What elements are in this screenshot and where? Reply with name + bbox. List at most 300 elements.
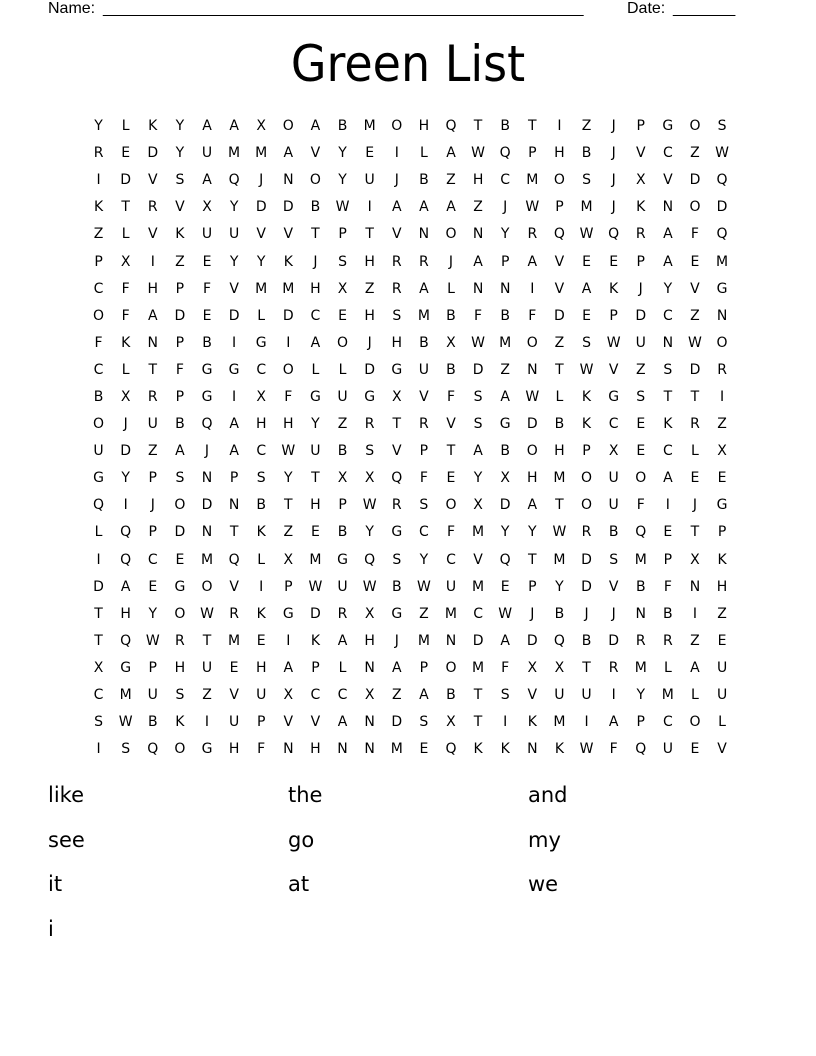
- grid-letter[interactable]: O: [391, 118, 403, 135]
- grid-letter[interactable]: Q: [391, 470, 403, 487]
- grid-letter[interactable]: V: [310, 714, 321, 731]
- grid-letter[interactable]: K: [93, 199, 104, 216]
- grid-letter[interactable]: O: [174, 497, 186, 514]
- grid-letter[interactable]: T: [528, 551, 537, 568]
- grid-letter[interactable]: X: [608, 443, 619, 460]
- grid-letter[interactable]: L: [691, 443, 699, 460]
- grid-letter[interactable]: U: [337, 388, 348, 405]
- grid-letter[interactable]: V: [229, 280, 239, 297]
- grid-letter[interactable]: K: [175, 226, 185, 243]
- grid-letter[interactable]: E: [229, 659, 239, 676]
- grid-letter[interactable]: M: [417, 632, 430, 649]
- grid-letter[interactable]: B: [419, 334, 429, 351]
- grid-letter[interactable]: G: [174, 578, 186, 595]
- grid-letter[interactable]: P: [636, 118, 645, 135]
- grid-letter[interactable]: A: [608, 714, 619, 731]
- grid-letter[interactable]: B: [500, 443, 510, 460]
- grid-letter[interactable]: M: [499, 334, 512, 351]
- grid-letter[interactable]: P: [609, 307, 618, 324]
- grid-letter[interactable]: R: [93, 145, 104, 162]
- grid-letter[interactable]: G: [391, 605, 403, 622]
- grid-letter[interactable]: T: [582, 659, 591, 676]
- grid-letter[interactable]: Y: [94, 118, 103, 135]
- grid-letter[interactable]: J: [530, 605, 535, 622]
- grid-letter[interactable]: F: [636, 497, 645, 514]
- grid-letter[interactable]: Z: [500, 361, 510, 378]
- grid-letter[interactable]: W: [471, 145, 485, 162]
- grid-letter[interactable]: O: [201, 578, 213, 595]
- grid-letter[interactable]: P: [284, 578, 293, 595]
- grid-letter[interactable]: E: [636, 416, 646, 433]
- grid-letter[interactable]: T: [148, 361, 158, 378]
- grid-letter[interactable]: Y: [419, 551, 429, 568]
- grid-letter[interactable]: W: [606, 334, 621, 351]
- grid-letter[interactable]: F: [121, 280, 130, 297]
- grid-letter[interactable]: C: [662, 145, 673, 162]
- grid-letter[interactable]: N: [527, 361, 538, 378]
- grid-letter[interactable]: S: [392, 551, 402, 568]
- grid-letter[interactable]: E: [690, 741, 700, 758]
- grid-letter[interactable]: S: [121, 741, 131, 758]
- grid-letter[interactable]: V: [663, 172, 673, 189]
- grid-letter[interactable]: J: [394, 632, 399, 649]
- grid-letter[interactable]: X: [554, 659, 565, 676]
- grid-letter[interactable]: P: [636, 253, 645, 270]
- grid-letter[interactable]: T: [446, 443, 456, 460]
- grid-letter[interactable]: X: [500, 470, 510, 487]
- grid-letter[interactable]: D: [255, 199, 267, 216]
- grid-letter[interactable]: F: [528, 307, 537, 324]
- grid-letter[interactable]: I: [123, 497, 128, 514]
- grid-letter[interactable]: B: [147, 714, 158, 731]
- grid-letter[interactable]: O: [553, 172, 565, 189]
- grid-letter[interactable]: K: [636, 199, 646, 216]
- grid-letter[interactable]: Q: [93, 497, 105, 514]
- grid-letter[interactable]: Z: [554, 334, 565, 351]
- grid-letter[interactable]: H: [472, 172, 484, 189]
- grid-letter[interactable]: Z: [717, 416, 727, 433]
- grid-letter[interactable]: O: [635, 470, 647, 487]
- grid-letter[interactable]: Q: [716, 172, 728, 189]
- grid-letter[interactable]: L: [311, 361, 320, 378]
- grid-letter[interactable]: A: [527, 253, 538, 270]
- grid-letter[interactable]: N: [337, 741, 348, 758]
- grid-letter[interactable]: Y: [473, 470, 483, 487]
- grid-letter[interactable]: U: [581, 687, 592, 704]
- grid-letter[interactable]: K: [554, 741, 564, 758]
- grid-letter[interactable]: L: [718, 714, 726, 731]
- grid-letter[interactable]: O: [309, 172, 321, 189]
- grid-letter[interactable]: A: [310, 118, 321, 135]
- grid-letter[interactable]: M: [255, 145, 268, 162]
- grid-letter[interactable]: E: [717, 632, 727, 649]
- grid-letter[interactable]: N: [689, 578, 701, 595]
- grid-letter[interactable]: D: [282, 199, 294, 216]
- grid-letter[interactable]: I: [232, 388, 237, 405]
- grid-letter[interactable]: R: [391, 253, 402, 270]
- grid-letter[interactable]: I: [204, 714, 210, 731]
- grid-letter[interactable]: W: [498, 605, 513, 622]
- grid-letter[interactable]: E: [365, 145, 375, 162]
- grid-letter[interactable]: E: [311, 524, 320, 541]
- grid-letter[interactable]: O: [689, 199, 701, 216]
- grid-letter[interactable]: Y: [256, 253, 266, 270]
- grid-letter[interactable]: N: [662, 199, 674, 216]
- grid-letter[interactable]: X: [473, 497, 483, 514]
- grid-letter[interactable]: A: [391, 659, 402, 676]
- grid-letter[interactable]: T: [311, 226, 320, 243]
- grid-letter[interactable]: A: [337, 632, 348, 649]
- grid-letter[interactable]: A: [337, 714, 348, 731]
- grid-letter[interactable]: T: [284, 497, 293, 514]
- grid-letter[interactable]: I: [96, 172, 101, 189]
- grid-letter[interactable]: K: [500, 741, 510, 758]
- grid-letter[interactable]: U: [201, 659, 213, 676]
- grid-letter[interactable]: H: [364, 253, 375, 270]
- grid-letter[interactable]: I: [259, 578, 264, 595]
- grid-letter[interactable]: Z: [690, 307, 700, 324]
- grid-letter[interactable]: T: [365, 226, 374, 243]
- grid-letter[interactable]: X: [717, 443, 727, 460]
- grid-letter[interactable]: F: [474, 307, 483, 324]
- grid-letter[interactable]: Q: [499, 551, 511, 568]
- grid-letter[interactable]: A: [202, 118, 212, 135]
- grid-letter[interactable]: G: [201, 388, 213, 405]
- grid-letter[interactable]: W: [552, 524, 567, 541]
- grid-letter[interactable]: U: [635, 334, 646, 351]
- grid-letter[interactable]: A: [419, 280, 429, 297]
- grid-letter[interactable]: N: [364, 714, 375, 731]
- grid-letter[interactable]: M: [417, 307, 430, 324]
- grid-letter[interactable]: Z: [147, 443, 158, 460]
- grid-letter[interactable]: N: [635, 605, 646, 622]
- grid-letter[interactable]: U: [716, 659, 728, 676]
- grid-letter[interactable]: H: [147, 280, 159, 297]
- grid-letter[interactable]: I: [692, 605, 698, 622]
- grid-letter[interactable]: T: [473, 118, 483, 135]
- grid-letter[interactable]: I: [96, 741, 101, 758]
- grid-letter[interactable]: K: [256, 605, 266, 622]
- grid-letter[interactable]: C: [473, 605, 483, 622]
- grid-letter[interactable]: N: [472, 226, 484, 243]
- grid-letter[interactable]: F: [609, 741, 618, 758]
- grid-letter[interactable]: I: [232, 334, 237, 351]
- grid-letter[interactable]: P: [175, 334, 185, 351]
- grid-letter[interactable]: H: [120, 605, 131, 622]
- grid-letter[interactable]: R: [419, 253, 429, 270]
- grid-letter[interactable]: G: [391, 361, 403, 378]
- grid-letter[interactable]: L: [121, 226, 130, 243]
- grid-letter[interactable]: K: [717, 551, 727, 568]
- grid-letter[interactable]: H: [391, 334, 403, 351]
- name-field[interactable]: ______________________________________________________: [103, 0, 584, 17]
- grid-letter[interactable]: U: [662, 741, 673, 758]
- grid-letter[interactable]: K: [473, 741, 483, 758]
- grid-letter[interactable]: P: [528, 578, 537, 595]
- grid-letter[interactable]: D: [526, 416, 538, 433]
- grid-letter[interactable]: Z: [473, 199, 483, 216]
- grid-letter[interactable]: V: [283, 714, 294, 731]
- grid-letter[interactable]: G: [337, 551, 348, 568]
- grid-letter[interactable]: H: [554, 443, 565, 460]
- grid-letter[interactable]: V: [554, 253, 565, 270]
- grid-letter[interactable]: A: [663, 470, 673, 487]
- grid-letter[interactable]: X: [337, 470, 348, 487]
- grid-letter[interactable]: G: [120, 659, 132, 676]
- grid-letter[interactable]: T: [392, 416, 402, 433]
- grid-letter[interactable]: R: [635, 226, 646, 243]
- grid-letter[interactable]: D: [391, 714, 403, 731]
- grid-letter[interactable]: O: [716, 334, 728, 351]
- grid-letter[interactable]: Y: [636, 687, 646, 704]
- grid-letter[interactable]: H: [418, 118, 430, 135]
- grid-letter[interactable]: I: [584, 714, 589, 731]
- grid-letter[interactable]: X: [391, 388, 402, 405]
- grid-letter[interactable]: R: [147, 388, 158, 405]
- grid-letter[interactable]: C: [418, 524, 429, 541]
- grid-letter[interactable]: H: [716, 578, 728, 595]
- grid-letter[interactable]: W: [200, 605, 214, 622]
- grid-letter[interactable]: V: [147, 172, 158, 189]
- grid-letter[interactable]: X: [256, 118, 266, 135]
- grid-letter[interactable]: M: [526, 172, 539, 189]
- grid-letter[interactable]: F: [202, 280, 212, 297]
- grid-letter[interactable]: B: [500, 307, 510, 324]
- grid-letter[interactable]: Z: [690, 632, 700, 649]
- grid-letter[interactable]: D: [174, 307, 186, 324]
- grid-letter[interactable]: A: [229, 118, 239, 135]
- grid-letter[interactable]: E: [121, 145, 131, 162]
- grid-letter[interactable]: C: [256, 443, 267, 460]
- grid-letter[interactable]: B: [337, 524, 348, 541]
- grid-letter[interactable]: E: [419, 741, 429, 758]
- grid-letter[interactable]: W: [416, 578, 431, 595]
- grid-letter[interactable]: P: [663, 551, 673, 568]
- grid-letter[interactable]: Q: [716, 226, 728, 243]
- grid-letter[interactable]: B: [93, 388, 104, 405]
- grid-letter[interactable]: B: [554, 605, 565, 622]
- grid-letter[interactable]: V: [473, 551, 483, 568]
- grid-letter[interactable]: D: [201, 497, 213, 514]
- grid-letter[interactable]: I: [611, 687, 616, 704]
- grid-letter[interactable]: X: [446, 334, 456, 351]
- grid-letter[interactable]: E: [202, 253, 212, 270]
- grid-letter[interactable]: Q: [553, 632, 565, 649]
- grid-letter[interactable]: R: [635, 632, 646, 649]
- grid-letter[interactable]: Q: [228, 172, 240, 189]
- grid-letter[interactable]: P: [148, 524, 157, 541]
- grid-letter[interactable]: T: [94, 605, 103, 622]
- grid-letter[interactable]: V: [446, 416, 456, 433]
- grid-letter[interactable]: Z: [717, 605, 727, 622]
- grid-letter[interactable]: T: [94, 632, 103, 649]
- grid-letter[interactable]: S: [473, 388, 483, 405]
- grid-letter[interactable]: Y: [229, 199, 239, 216]
- grid-letter[interactable]: J: [692, 497, 698, 514]
- grid-letter[interactable]: X: [120, 388, 131, 405]
- grid-letter[interactable]: P: [175, 280, 185, 297]
- grid-letter[interactable]: W: [688, 334, 702, 351]
- grid-letter[interactable]: V: [391, 226, 402, 243]
- grid-letter[interactable]: C: [93, 687, 104, 704]
- grid-letter[interactable]: A: [663, 253, 673, 270]
- grid-letter[interactable]: W: [281, 443, 296, 460]
- grid-letter[interactable]: Z: [364, 280, 375, 297]
- grid-letter[interactable]: Z: [690, 145, 700, 162]
- grid-letter[interactable]: S: [582, 172, 591, 189]
- grid-letter[interactable]: K: [581, 416, 592, 433]
- grid-letter[interactable]: F: [94, 334, 103, 351]
- grid-letter[interactable]: D: [716, 199, 728, 216]
- grid-letter[interactable]: C: [256, 361, 267, 378]
- grid-letter[interactable]: P: [175, 388, 185, 405]
- grid-letter[interactable]: F: [690, 226, 699, 243]
- grid-letter[interactable]: M: [661, 687, 674, 704]
- grid-letter[interactable]: R: [229, 605, 239, 622]
- grid-letter[interactable]: T: [311, 470, 320, 487]
- grid-letter[interactable]: R: [608, 659, 619, 676]
- grid-letter[interactable]: S: [473, 416, 483, 433]
- grid-letter[interactable]: M: [119, 687, 132, 704]
- grid-letter[interactable]: V: [256, 226, 266, 243]
- grid-letter[interactable]: M: [228, 632, 241, 649]
- grid-letter[interactable]: W: [525, 388, 540, 405]
- grid-letter[interactable]: O: [526, 334, 538, 351]
- grid-letter[interactable]: M: [580, 199, 593, 216]
- grid-letter[interactable]: S: [392, 307, 402, 324]
- grid-letter[interactable]: E: [582, 307, 591, 324]
- grid-letter[interactable]: X: [202, 199, 212, 216]
- grid-letter[interactable]: A: [473, 443, 483, 460]
- grid-letter[interactable]: P: [148, 659, 157, 676]
- grid-letter[interactable]: Z: [202, 687, 212, 704]
- grid-letter[interactable]: D: [581, 578, 592, 595]
- grid-letter[interactable]: U: [364, 172, 375, 189]
- grid-letter[interactable]: T: [555, 361, 564, 378]
- grid-letter[interactable]: A: [120, 578, 131, 595]
- grid-letter[interactable]: G: [716, 280, 728, 297]
- grid-letter[interactable]: N: [283, 741, 294, 758]
- grid-letter[interactable]: B: [256, 497, 267, 514]
- grid-letter[interactable]: A: [500, 388, 510, 405]
- grid-letter[interactable]: C: [310, 687, 321, 704]
- grid-letter[interactable]: T: [202, 632, 212, 649]
- grid-letter[interactable]: C: [310, 307, 321, 324]
- grid-letter[interactable]: I: [530, 280, 535, 297]
- grid-letter[interactable]: U: [608, 470, 619, 487]
- grid-letter[interactable]: B: [310, 199, 321, 216]
- grid-letter[interactable]: N: [283, 172, 294, 189]
- grid-letter[interactable]: P: [419, 659, 429, 676]
- grid-letter[interactable]: P: [338, 497, 347, 514]
- grid-letter[interactable]: M: [363, 118, 376, 135]
- grid-letter[interactable]: Q: [499, 145, 511, 162]
- grid-letter[interactable]: J: [367, 334, 372, 351]
- grid-letter[interactable]: B: [663, 605, 673, 622]
- grid-letter[interactable]: I: [665, 497, 670, 514]
- grid-letter[interactable]: U: [228, 714, 240, 731]
- grid-letter[interactable]: M: [472, 524, 485, 541]
- grid-letter[interactable]: L: [338, 659, 347, 676]
- grid-letter[interactable]: S: [609, 551, 619, 568]
- grid-letter[interactable]: U: [716, 687, 728, 704]
- grid-letter[interactable]: H: [364, 307, 375, 324]
- grid-letter[interactable]: C: [446, 551, 456, 568]
- grid-letter[interactable]: Z: [175, 253, 185, 270]
- grid-letter[interactable]: V: [310, 145, 321, 162]
- grid-letter[interactable]: I: [720, 388, 725, 405]
- grid-letter[interactable]: D: [635, 307, 647, 324]
- grid-letter[interactable]: I: [286, 334, 291, 351]
- grid-letter[interactable]: G: [716, 497, 728, 514]
- grid-letter[interactable]: A: [147, 307, 158, 324]
- grid-letter[interactable]: Z: [581, 118, 592, 135]
- grid-letter[interactable]: M: [444, 605, 458, 622]
- grid-letter[interactable]: H: [310, 497, 321, 514]
- grid-letter[interactable]: N: [716, 307, 728, 324]
- grid-letter[interactable]: W: [335, 199, 350, 216]
- grid-letter[interactable]: F: [284, 388, 293, 405]
- grid-letter[interactable]: I: [394, 145, 399, 162]
- grid-letter[interactable]: E: [500, 578, 510, 595]
- grid-letter[interactable]: G: [93, 470, 104, 487]
- grid-letter[interactable]: H: [364, 632, 375, 649]
- grid-letter[interactable]: U: [228, 226, 240, 243]
- grid-letter[interactable]: M: [255, 280, 268, 297]
- grid-letter[interactable]: V: [527, 687, 538, 704]
- grid-letter[interactable]: P: [582, 443, 591, 460]
- grid-letter[interactable]: J: [584, 605, 589, 622]
- grid-letter[interactable]: V: [717, 741, 727, 758]
- grid-letter[interactable]: U: [201, 145, 213, 162]
- grid-letter[interactable]: C: [662, 714, 673, 731]
- grid-letter[interactable]: Y: [284, 470, 293, 487]
- grid-letter[interactable]: B: [500, 118, 510, 135]
- grid-letter[interactable]: F: [501, 659, 510, 676]
- grid-letter[interactable]: J: [448, 253, 454, 270]
- grid-letter[interactable]: X: [364, 687, 375, 704]
- grid-letter[interactable]: M: [553, 714, 566, 731]
- grid-letter[interactable]: Q: [608, 226, 620, 243]
- grid-letter[interactable]: Q: [553, 226, 565, 243]
- grid-letter[interactable]: G: [201, 741, 213, 758]
- grid-letter[interactable]: X: [256, 388, 266, 405]
- grid-letter[interactable]: E: [690, 470, 700, 487]
- grid-letter[interactable]: F: [419, 470, 428, 487]
- grid-letter[interactable]: C: [608, 416, 619, 433]
- grid-letter[interactable]: N: [364, 741, 375, 758]
- grid-letter[interactable]: N: [364, 659, 375, 676]
- grid-letter[interactable]: U: [310, 443, 321, 460]
- grid-letter[interactable]: J: [259, 172, 264, 189]
- grid-letter[interactable]: N: [201, 524, 213, 541]
- grid-letter[interactable]: B: [581, 632, 592, 649]
- grid-letter[interactable]: V: [608, 361, 619, 378]
- grid-letter[interactable]: V: [147, 226, 158, 243]
- grid-letter[interactable]: Y: [229, 253, 239, 270]
- grid-letter[interactable]: O: [337, 334, 349, 351]
- grid-letter[interactable]: V: [635, 145, 646, 162]
- grid-letter[interactable]: H: [310, 280, 321, 297]
- grid-letter[interactable]: C: [500, 172, 511, 189]
- grid-letter[interactable]: E: [256, 632, 266, 649]
- grid-letter[interactable]: M: [472, 578, 485, 595]
- grid-letter[interactable]: N: [527, 741, 538, 758]
- grid-letter[interactable]: Q: [445, 741, 457, 758]
- grid-letter[interactable]: C: [93, 361, 104, 378]
- grid-letter[interactable]: H: [255, 659, 267, 676]
- grid-letter[interactable]: T: [690, 524, 700, 541]
